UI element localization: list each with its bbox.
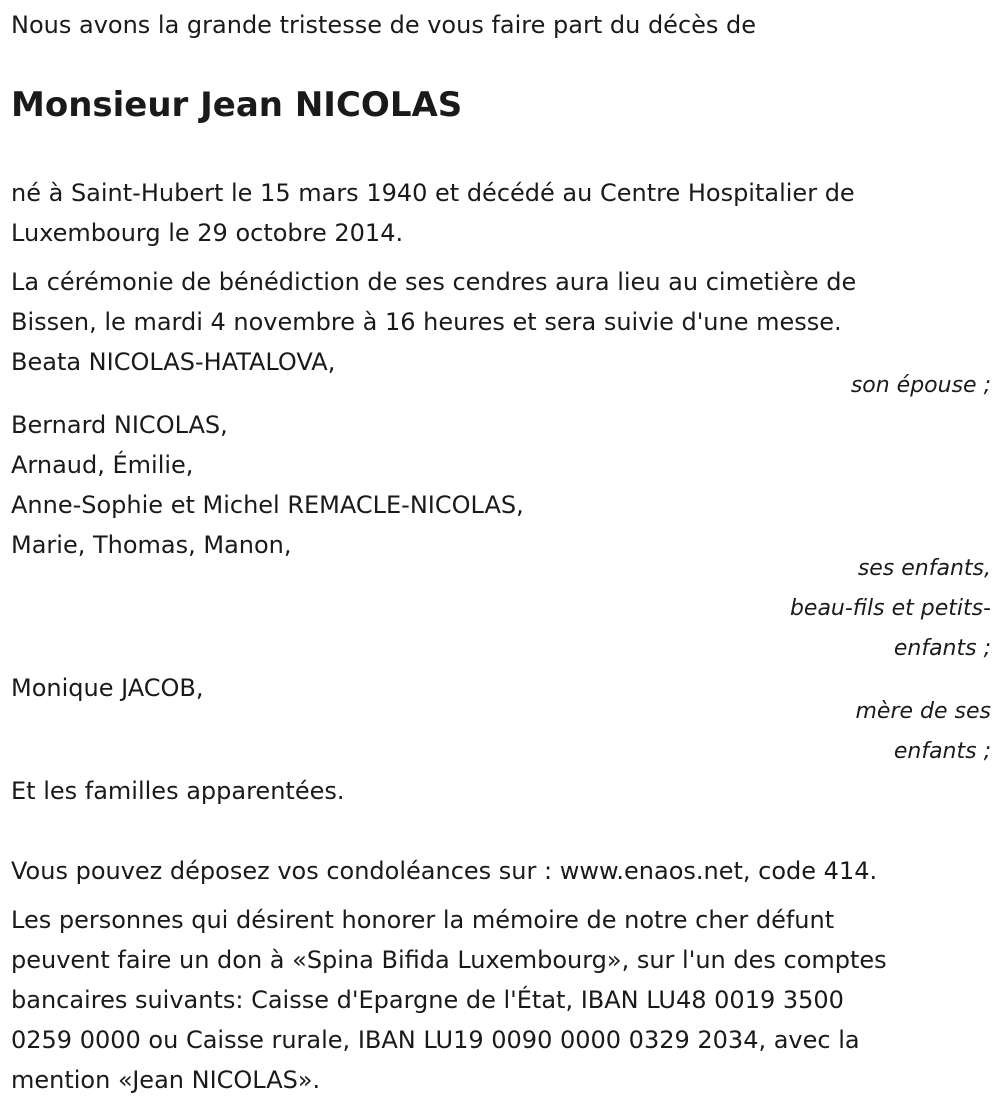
ceremony-paragraph bbox=[11, 262, 991, 342]
donation-line: bancaires suivants: Caisse d'Epargne de l'État, IBAN LU48 0019 3500 bbox=[11, 986, 844, 1014]
list-item: Bernard NICOLAS, bbox=[11, 411, 228, 439]
donation-line: Les personnes qui désirent honorer la mémoire de notre cher défunt bbox=[11, 906, 835, 934]
birth-death-line: né à Saint-Hubert le 15 mars 1940 et décédé au Centre Hospitalier de bbox=[11, 179, 855, 207]
donation-line: mention «Jean NICOLAS». bbox=[11, 1066, 321, 1094]
families-text: Et les familles apparentées. bbox=[11, 777, 345, 805]
donation-line: 0259 0000 ou Caisse rurale, IBAN LU19 0090 0000 0329 2034, avec la bbox=[11, 1026, 860, 1054]
intro-text: Nous avons la grande tristesse de vous faire part du décès de bbox=[11, 11, 757, 39]
children-role bbox=[790, 549, 991, 669]
role-line: enfants ; bbox=[893, 739, 991, 764]
mother-name bbox=[11, 668, 991, 708]
list-item: Anne-Sophie et Michel REMACLE-NICOLAS, bbox=[11, 491, 524, 519]
deceased-name: Monsieur Jean NICOLAS bbox=[11, 85, 463, 125]
spouse-name bbox=[11, 342, 991, 382]
spouse-name-text: Beata NICOLAS-HATALOVA, bbox=[11, 348, 336, 376]
ceremony-line: Bissen, le mardi 4 novembre à 16 heures et sera suivie d'une messe. bbox=[11, 308, 842, 336]
role-line: mère de ses bbox=[855, 699, 991, 724]
condolences-text: Vous pouvez déposez vos condoléances sur : www.enaos.net, code 414. bbox=[11, 857, 878, 885]
condolences-paragraph bbox=[11, 851, 991, 891]
birth-death-paragraph bbox=[11, 173, 991, 253]
mother-name-text: Monique JACOB, bbox=[11, 674, 204, 702]
families-line bbox=[11, 771, 991, 811]
role-line: beau-fils et petits- bbox=[789, 596, 991, 621]
ceremony-line: La cérémonie de bénédiction de ses cendres aura lieu au cimetière de bbox=[11, 268, 857, 296]
list-item: Marie, Thomas, Manon, bbox=[11, 531, 292, 559]
donation-line: peuvent faire un don à «Spina Bifida Luxembourg», sur l'un des comptes bbox=[11, 946, 887, 974]
role-line: enfants ; bbox=[893, 636, 991, 661]
birth-death-line: Luxembourg le 29 octobre 2014. bbox=[11, 219, 404, 247]
list-item: Arnaud, Émilie, bbox=[11, 451, 194, 479]
children-list bbox=[11, 405, 991, 565]
mother-role bbox=[856, 692, 992, 772]
role-line: ses enfants, bbox=[857, 556, 991, 581]
donation-paragraph bbox=[11, 900, 991, 1100]
spouse-role: son épouse ; bbox=[850, 373, 991, 398]
